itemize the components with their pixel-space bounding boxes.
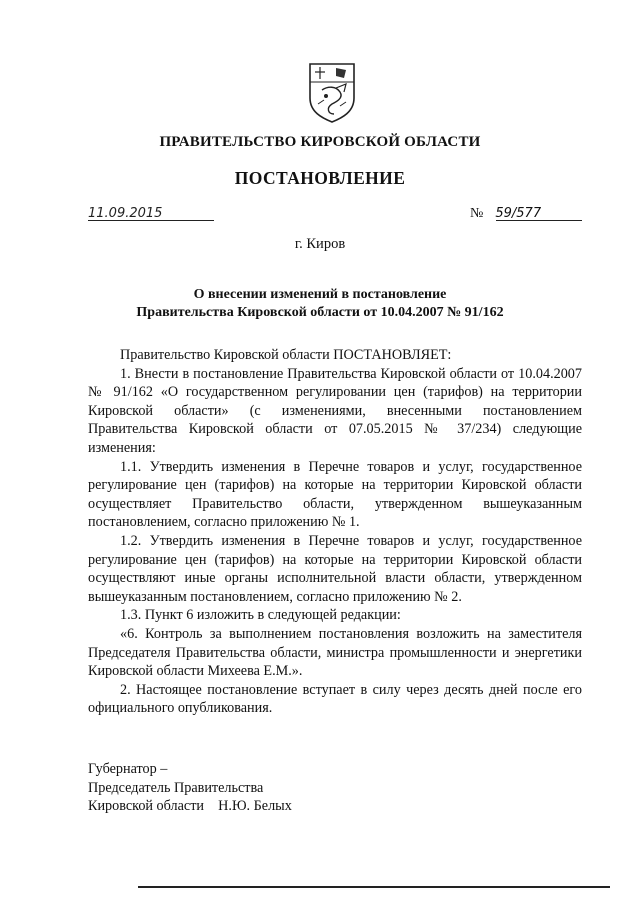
document-number: 59/577 (495, 206, 542, 221)
footer-divider (138, 886, 610, 888)
body-paragraph: 1.2. Утвердить изменения в Перечне товаров и услуг, государственное регулирование цен (тарифов) на которые на территории Кировской области осуществляют иные органы исполнительной власти области, утвержденном вышеуказанным постановлением, согласно приложению № 2. (88, 532, 582, 605)
document-body (88, 346, 582, 718)
body-paragraph: 1.1. Утвердить изменения в Перечне товаров и услуг, государственное регулирование цен (тарифов) на которые на территории Кировской области осуществляет Правительство области, утвержденном вышеуказанным постановлением, согласно приложению № 1. (88, 458, 582, 531)
signature-block (88, 760, 388, 816)
body-paragraph: «6. Контроль за выполнением постановления возложить на заместителя Председателя Правительства области, министра промышленности и энергетики Кировской области Михеева Е.М.». (88, 625, 582, 680)
subject-line-2: Правительства Кировской области от 10.04.2007 № 91/162 (136, 305, 504, 320)
signature-line-3: Кировской области Н.Ю. Белых (88, 798, 292, 815)
coat-of-arms-icon (306, 60, 358, 124)
document-subject (0, 286, 640, 322)
body-paragraph: Правительство Кировской области ПОСТАНОВЛЯЕТ: (120, 347, 452, 363)
document-number-field (470, 204, 582, 222)
city-name: г. Киров (294, 236, 346, 252)
date-underline (88, 220, 214, 221)
document-date: 11.09.2015 (88, 206, 163, 221)
body-paragraph: 1. Внести в постановление Правительства Кировской области от 10.04.2007 № 91/162 «О государственном регулировании цен (тарифов) на территории Кировской области» (с изменениями, внесенными постановлением Правительства Кировской области от 07.05.2015 № 37/234) следующие изменения: (88, 365, 582, 456)
signature-line-1: Губернатор – (88, 761, 168, 777)
body-paragraph: 2. Настоящее постановление вступает в силу через десять дней после его официального опубликования. (88, 681, 582, 717)
subject-line-1: О внесении изменений в постановление (193, 287, 447, 302)
number-sign: № (470, 206, 484, 221)
body-paragraph: 1.3. Пункт 6 изложить в следующей редакции: (120, 607, 401, 624)
government-title: ПРАВИТЕЛЬСТВО КИРОВСКОЙ ОБЛАСТИ (159, 134, 481, 150)
signature-line-2: Председатель Правительства (88, 779, 264, 796)
document-date-field (88, 204, 214, 222)
number-underline (496, 220, 582, 221)
document-type-title: ПОСТАНОВЛЕНИЕ (234, 168, 406, 188)
